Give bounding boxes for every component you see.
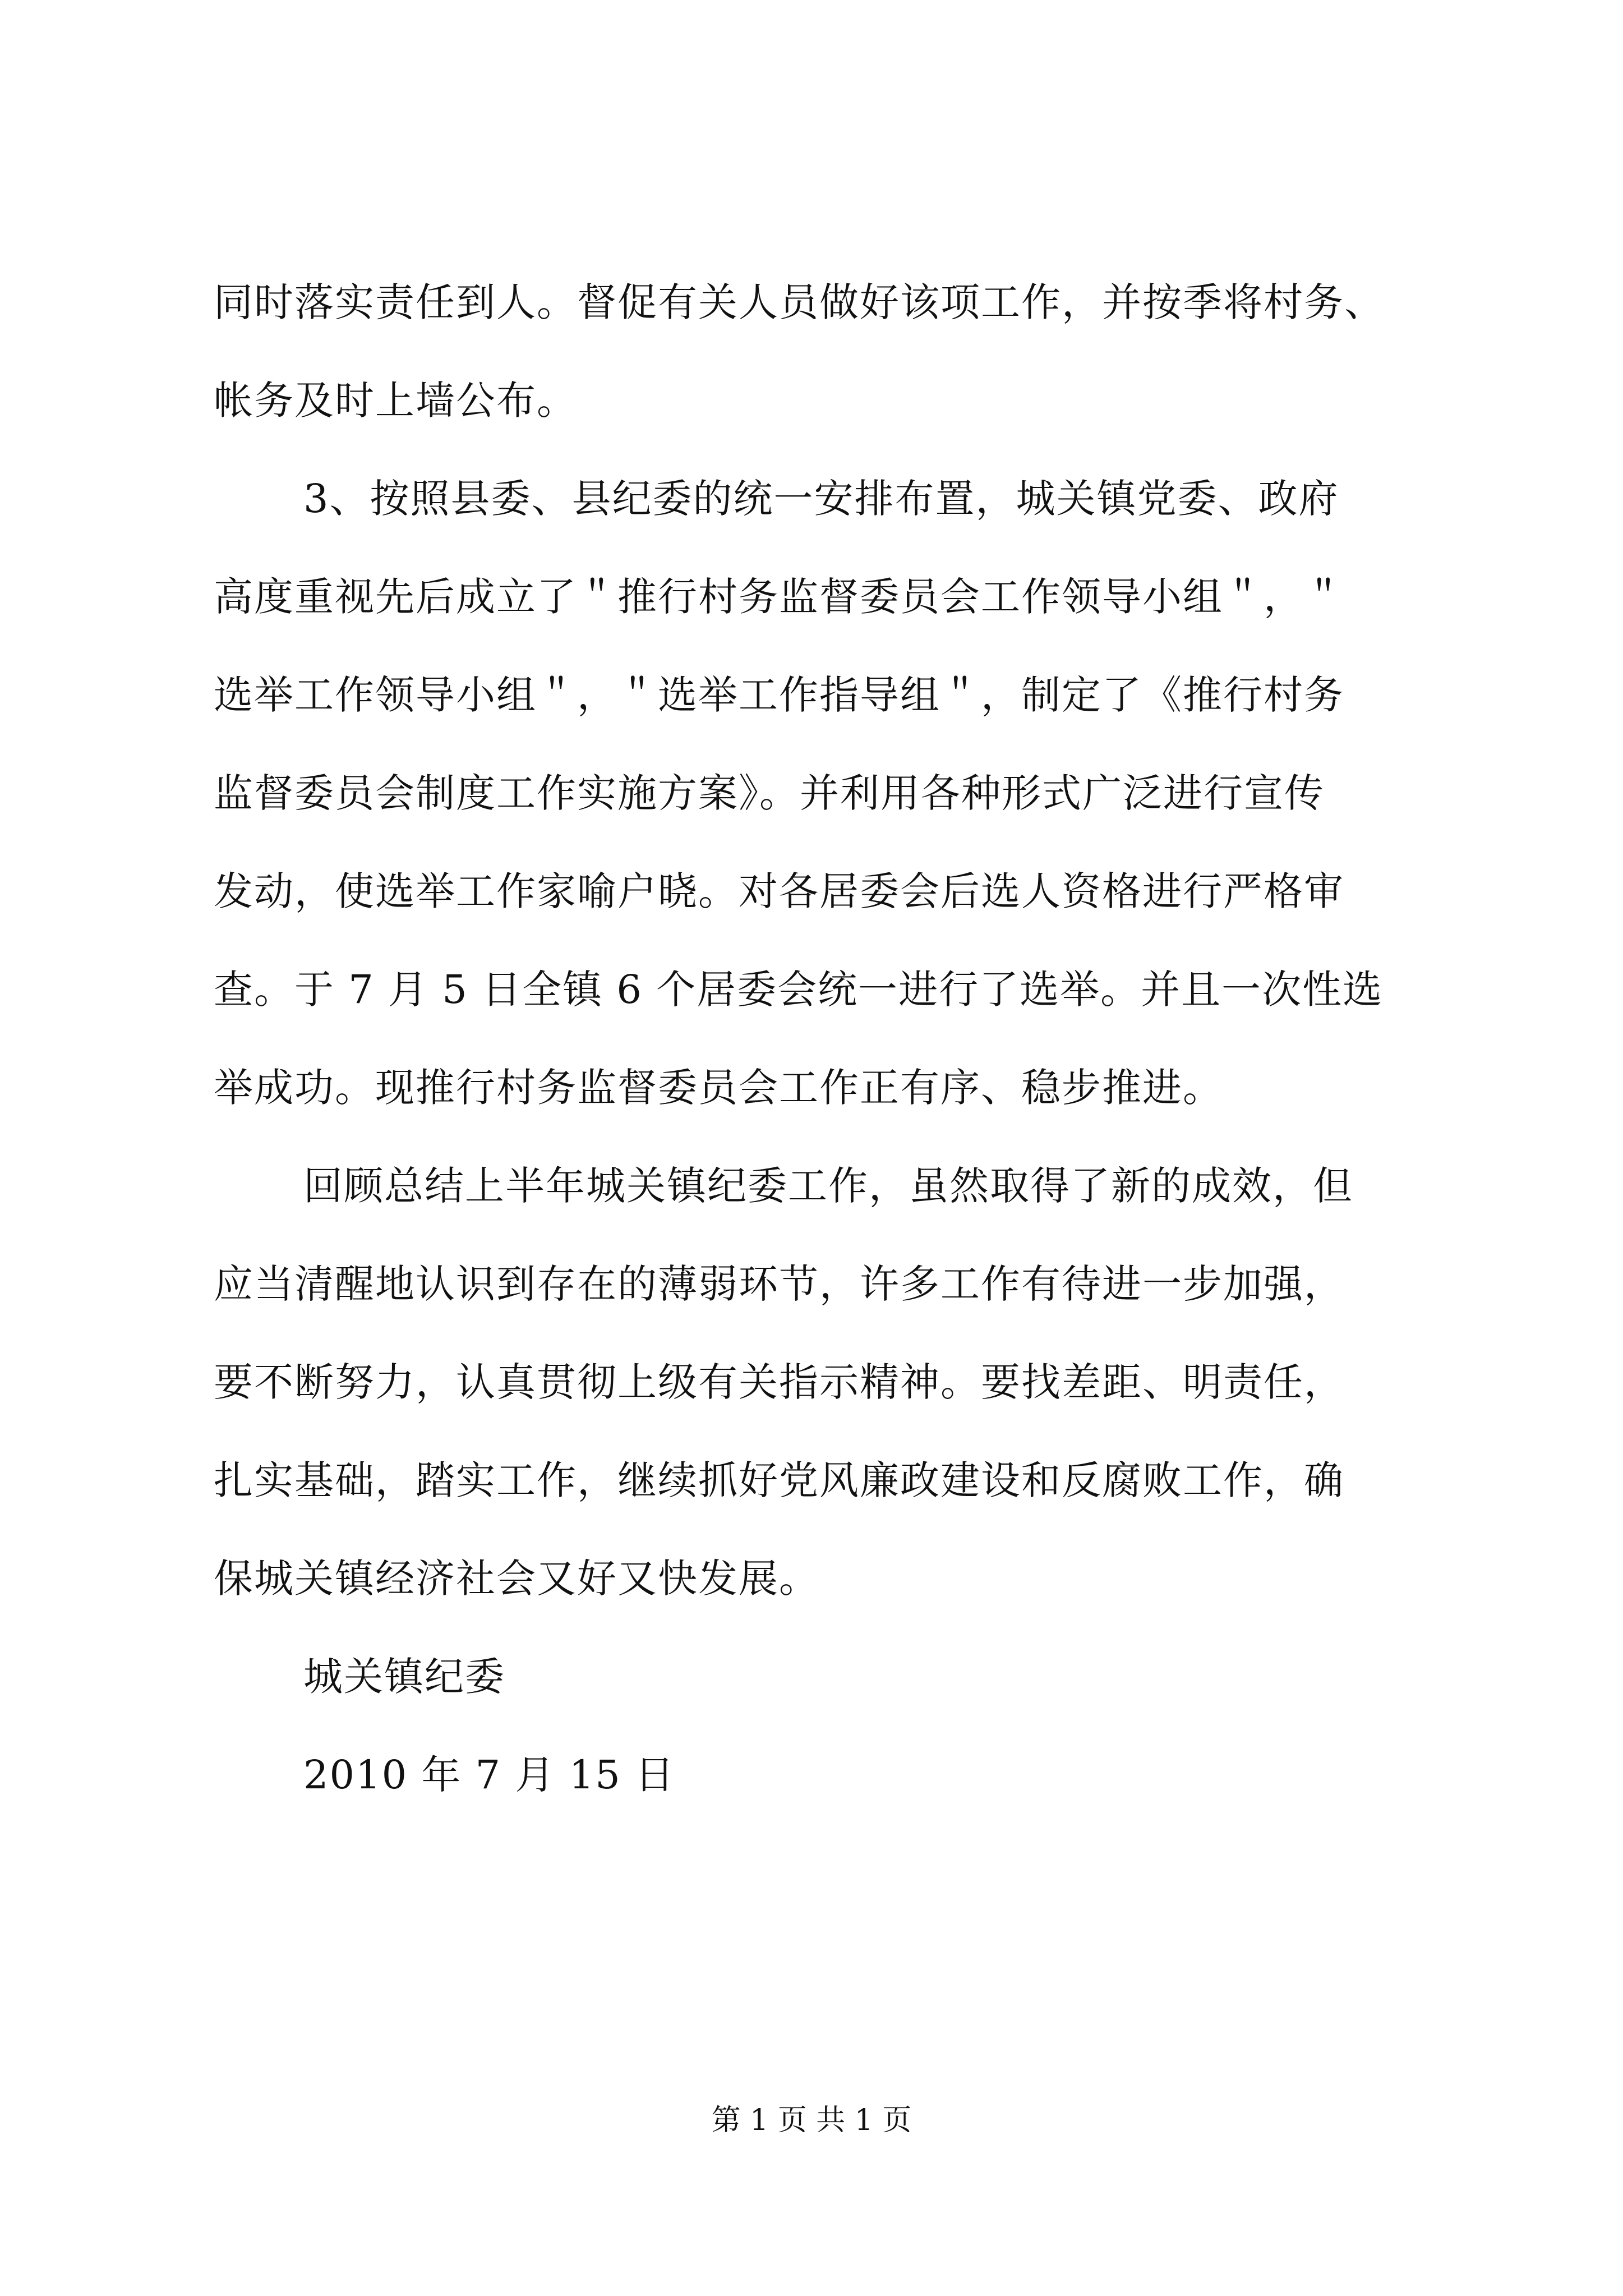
signature-date: 2010 年 7 月 15 日 [303, 1752, 676, 1798]
text-line: 高度重视先后成立了＂推行村务监督委员会工作领导小组＂，＂ [214, 574, 1344, 620]
text-line: 3、按照县委、县纪委的统一安排布置，城关镇党委、政府 [303, 476, 1339, 522]
text-line: 扎实基础，踏实工作，继续抓好党风廉政建设和反腐败工作，确 [214, 1457, 1344, 1503]
text-line: 选举工作领导小组＂，＂选举工作指导组＂，制定了《推行村务 [214, 672, 1344, 718]
signature-organization: 城关镇纪委 [303, 1654, 505, 1700]
document-body [214, 254, 1447, 1824]
text-line: 发动，使选举工作家喻户晓。对各居委会后选人资格进行严格审 [214, 868, 1344, 914]
page-footer: 第 1 页 共 1 页 [711, 2104, 912, 2137]
text-line: 回顾总结上半年城关镇纪委工作，虽然取得了新的成效，但 [303, 1163, 1353, 1209]
text-line: 要不断努力，认真贯彻上级有关指示精神。要找差距、明责任， [214, 1359, 1344, 1405]
text-line: 查。于 7 月 5 日全镇 6 个居委会统一进行了选举。并且一次性选 [214, 967, 1384, 1013]
text-line: 同时落实责任到人。督促有关人员做好该项工作，并按季将村务、 [214, 279, 1385, 325]
text-line: 监督委员会制度工作实施方案》。并利用各种形式广泛进行宣传 [214, 770, 1325, 816]
text-line: 保城关镇经济社会又好又快发展。 [214, 1556, 819, 1602]
text-line: 帐务及时上墙公布。 [214, 378, 577, 424]
text-line: 举成功。现推行村务监督委员会工作正有序、稳步推进。 [214, 1065, 1223, 1111]
text-line: 应当清醒地认识到存在的薄弱环节，许多工作有待进一步加强， [214, 1261, 1344, 1307]
